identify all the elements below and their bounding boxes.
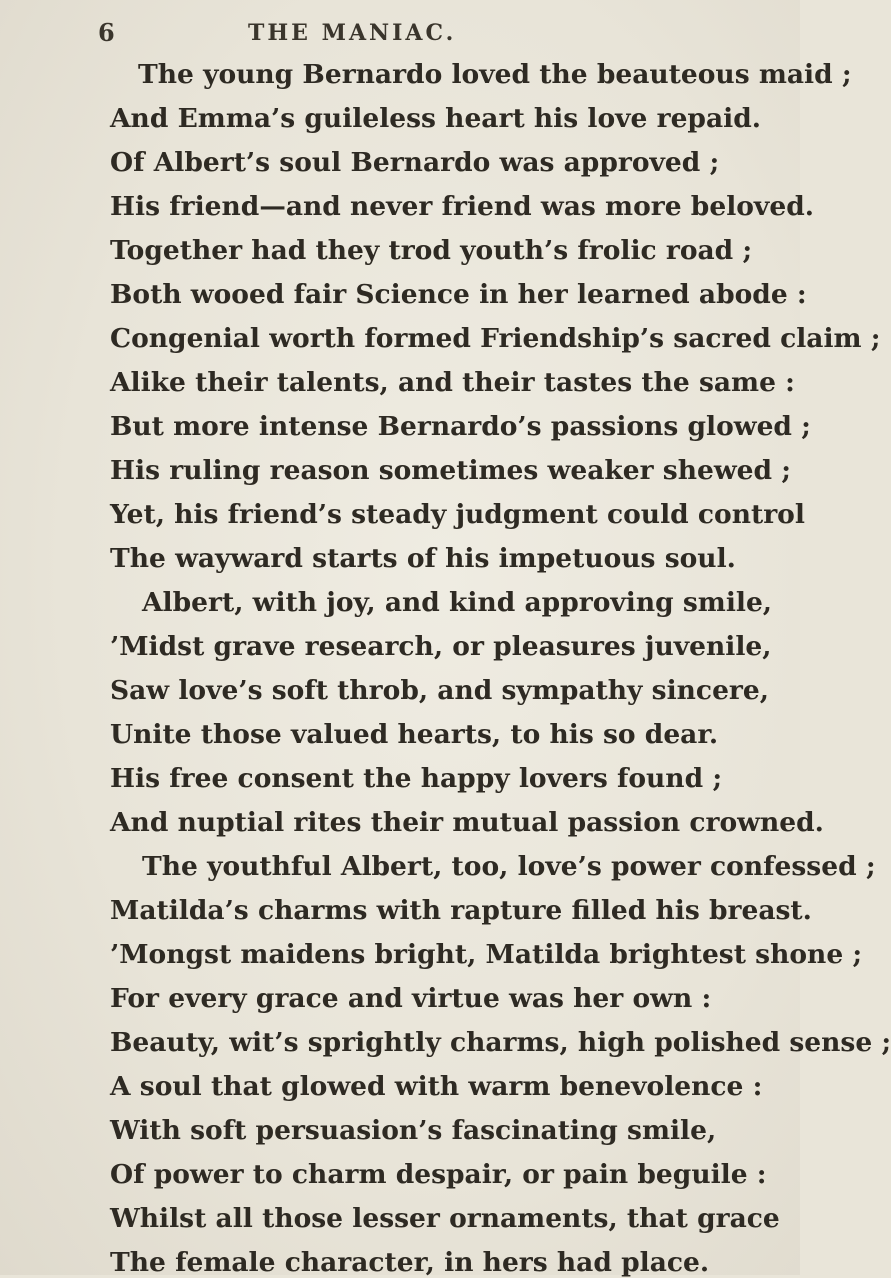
poem-line: Both wooed fair Science in her learned abode : [110, 279, 807, 310]
poem-line: The young Bernardo loved the beauteous maid ; [138, 59, 852, 90]
poem-line: His free consent the happy lovers found ; [110, 763, 723, 794]
poem-line: But more intense Bernardo’s passions glowed ; [110, 411, 811, 442]
poem-line: And Emma’s guileless heart his love repaid. [110, 103, 761, 134]
poem-line: ’Midst grave research, or pleasures juvenile, [110, 631, 772, 662]
poem-line: Of Albert’s soul Bernardo was approved ; [110, 147, 720, 178]
poem-line: Matilda’s charms with rapture filled his breast. [110, 895, 812, 926]
poem-line: His ruling reason sometimes weaker shewed ; [110, 455, 792, 486]
page-number: 6 [98, 18, 115, 47]
poem-line: Together had they trod youth’s frolic road ; [110, 235, 753, 266]
poem-line: For every grace and virtue was her own : [110, 983, 712, 1014]
poem-line: And nuptial rites their mutual passion crowned. [110, 807, 824, 838]
poem-line: Albert, with joy, and kind approving smile, [142, 587, 773, 618]
poem-line: Unite those valued hearts, to his so dear. [110, 719, 719, 750]
running-head: THE MANIAC. [248, 20, 457, 46]
poem-line: The youthful Albert, too, love’s power confessed ; [142, 851, 876, 882]
poem-line: ’Mongst maidens bright, Matilda brightest shone ; [110, 939, 863, 970]
poem-line: Alike their talents, and their tastes the same : [110, 367, 795, 398]
poem-line: Congenial worth formed Friendship’s sacred claim ; [110, 323, 881, 354]
page-header [0, 0, 800, 60]
poem-line: Whilst all those lesser ornaments, that grace [110, 1203, 780, 1234]
poem-line: Yet, his friend’s steady judgment could control [110, 499, 805, 530]
poem-line: Of power to charm despair, or pain beguile : [110, 1159, 767, 1190]
poem-line: A soul that glowed with warm benevolence : [110, 1071, 763, 1102]
poem-line: Saw love’s soft throb, and sympathy sincere, [110, 675, 769, 706]
poem-line: The wayward starts of his impetuous soul. [110, 543, 736, 574]
poem-line: Beauty, wit’s sprightly charms, high polished sense ; [110, 1027, 891, 1058]
poem-line: With soft persuasion’s fascinating smile, [110, 1115, 717, 1146]
poem-line: His friend—and never friend was more beloved. [110, 191, 814, 222]
poem-line: The female character, in hers had place. [110, 1247, 710, 1278]
